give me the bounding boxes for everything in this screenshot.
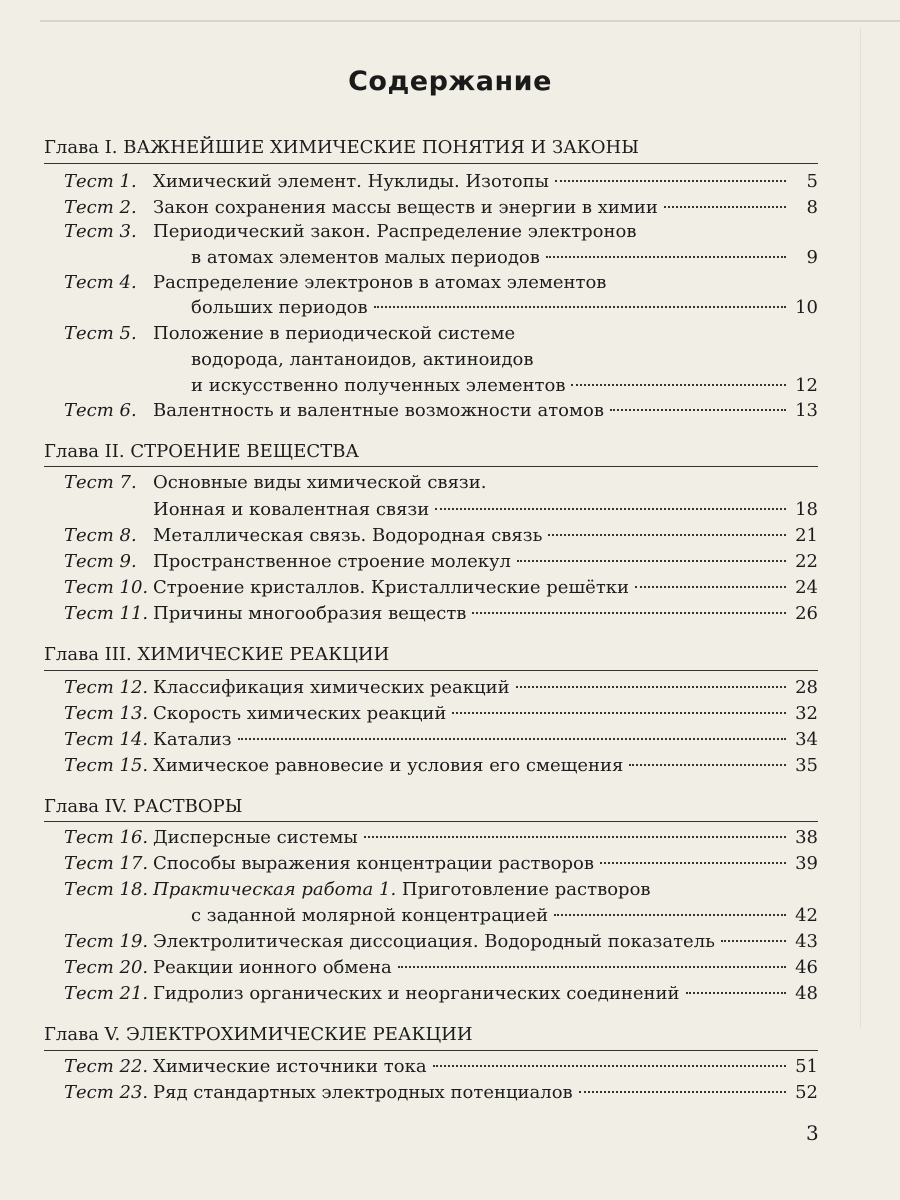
entry-title: Валентность и валентные возможности атомов [153, 400, 604, 421]
entry-title: Дисперсные системы [153, 827, 358, 848]
toc-entry-test-15[interactable] [44, 753, 818, 779]
toc-entry-test-20[interactable] [44, 955, 818, 981]
test-number: Тест 8. [64, 525, 137, 546]
page-ref: 48 [795, 983, 818, 1004]
test-number: Тест 14. [64, 729, 149, 750]
chapter-2-rule [44, 466, 818, 467]
toc-entry-test-6[interactable] [44, 398, 818, 424]
entry-title: Основные виды химической связи. [153, 472, 487, 493]
page-ref: 43 [795, 931, 818, 952]
toc-entry-test-4-cont[interactable] [44, 295, 818, 321]
chapter-5-rule [44, 1050, 818, 1051]
page-title: Содержание [348, 66, 552, 97]
test-number: Тест 7. [64, 472, 137, 493]
page-ref: 10 [795, 297, 818, 318]
entry-title: Периодический закон. Распределение электронов [153, 221, 637, 242]
entry-title: Химические источники тока [153, 1056, 427, 1077]
page-ref: 21 [795, 525, 818, 546]
entry-title: Химический элемент. Нуклиды. Изотопы [153, 171, 549, 192]
toc-entry-test-5[interactable] [44, 321, 818, 347]
page-number: 3 [806, 1121, 819, 1145]
entry-title: Причины многообразия веществ [153, 603, 467, 624]
dot-leader [517, 559, 786, 562]
entry-title-cont: и искусственно полученных элементов [191, 375, 566, 396]
toc-entry-test-8[interactable] [44, 523, 818, 549]
toc-entry-test-3-cont[interactable] [44, 245, 818, 271]
entry-title: Ряд стандартных электродных потенциалов [153, 1082, 573, 1103]
dot-leader [554, 913, 786, 916]
page-ref: 12 [795, 375, 818, 396]
page-ref: 52 [795, 1082, 818, 1103]
toc-entry-test-2[interactable] [44, 195, 818, 221]
dot-leader [600, 861, 786, 864]
dot-leader [635, 585, 786, 588]
dot-leader [686, 991, 786, 994]
dot-leader [435, 507, 786, 510]
entry-title-cont: водорода, лантаноидов, актиноидов [191, 349, 534, 370]
practical-work-label: Практическая работа 1. [153, 879, 397, 900]
page-ref: 34 [795, 729, 818, 750]
chapter-3-heading: Глава III. ХИМИЧЕСКИЕ РЕАКЦИИ [44, 644, 390, 665]
entry-title: Способы выражения концентрации растворов [153, 853, 594, 874]
test-number: Тест 17. [64, 853, 149, 874]
test-number: Тест 21. [64, 983, 149, 1004]
entry-title: Пространственное строение молекул [153, 551, 511, 572]
chapter-5-heading: Глава V. ЭЛЕКТРОХИМИЧЕСКИЕ РЕАКЦИИ [44, 1024, 473, 1045]
test-number: Тест 22. [64, 1056, 149, 1077]
page-ref: 13 [795, 400, 818, 421]
page-ref: 46 [795, 957, 818, 978]
toc-entry-test-14[interactable] [44, 727, 818, 753]
dot-leader [571, 383, 786, 386]
test-number: Тест 5. [64, 323, 137, 344]
toc-entry-test-18-cont[interactable] [44, 903, 818, 929]
page-ref: 26 [795, 603, 818, 624]
entry-title: Строение кристаллов. Кристаллические решётки [153, 577, 630, 598]
toc-entry-test-7[interactable] [44, 470, 818, 496]
toc-entry-test-4[interactable] [44, 270, 818, 296]
dot-leader [516, 685, 786, 688]
entry-title: Химическое равновесие и условия его смещения [153, 755, 624, 776]
page-ref: 39 [795, 853, 818, 874]
toc-entry-test-13[interactable] [44, 701, 818, 727]
entry-title: Классификация химических реакций [153, 677, 510, 698]
toc-entry-test-12[interactable] [44, 675, 818, 701]
entry-title: Положение в периодической системе [153, 323, 516, 344]
toc-entry-test-11[interactable] [44, 601, 818, 627]
dot-leader [555, 179, 786, 182]
entry-title: Приготовление растворов [396, 879, 651, 900]
entry-title: Гидролиз органических и неорганических соединений [153, 983, 680, 1004]
toc-entry-test-22[interactable] [44, 1054, 818, 1080]
test-number: Тест 15. [64, 755, 149, 776]
test-number: Тест 12. [64, 677, 149, 698]
test-number: Тест 20. [64, 957, 149, 978]
toc-entry-test-1[interactable] [44, 169, 818, 195]
page-ref: 9 [806, 247, 818, 268]
test-number: Тест 2. [64, 197, 137, 218]
page-ref: 51 [795, 1056, 818, 1077]
toc-entry-test-16[interactable] [44, 825, 818, 851]
entry-title: Скорость химических реакций [153, 703, 447, 724]
chapter-1-heading: Глава I. ВАЖНЕЙШИЕ ХИМИЧЕСКИЕ ПОНЯТИЯ И ЗАКОНЫ [44, 137, 639, 158]
entry-title: Катализ [153, 729, 232, 750]
page-ref: 42 [795, 905, 818, 926]
test-number: Тест 4. [64, 272, 137, 293]
toc-entry-test-5-cont2[interactable] [44, 373, 818, 399]
entry-title-cont: больших периодов [191, 297, 368, 318]
dot-leader [629, 763, 786, 766]
test-number: Тест 18. [64, 879, 149, 900]
test-number: Тест 3. [64, 221, 137, 242]
entry-title-cont: Ионная и ковалентная связи [153, 499, 430, 520]
test-number: Тест 10. [64, 577, 149, 598]
test-number: Тест 1. [64, 171, 137, 192]
chapter-3-rule [44, 670, 818, 671]
entry-title-cont: в атомах элементов малых периодов [191, 247, 540, 268]
toc-entry-test-23[interactable] [44, 1080, 818, 1106]
dot-leader [238, 737, 786, 740]
dot-leader [472, 611, 786, 614]
page-ref: 38 [795, 827, 818, 848]
page-ref: 5 [806, 171, 818, 192]
entry-title: Металлическая связь. Водородная связь [153, 525, 543, 546]
dot-leader [664, 205, 786, 208]
toc-entry-test-10[interactable] [44, 575, 818, 601]
chapter-2-heading: Глава II. СТРОЕНИЕ ВЕЩЕСТВА [44, 441, 360, 462]
page-ref: 18 [795, 499, 818, 520]
chapter-4-rule [44, 821, 818, 822]
dot-leader [452, 711, 786, 714]
test-number: Тест 11. [64, 603, 149, 624]
page-ref: 32 [795, 703, 818, 724]
toc-entry-test-19[interactable] [44, 929, 818, 955]
dot-leader [610, 408, 786, 411]
dot-leader [433, 1064, 786, 1067]
toc-entry-test-7-cont[interactable] [44, 497, 818, 523]
toc-entry-test-18[interactable] [44, 877, 818, 903]
test-number: Тест 19. [64, 931, 149, 952]
test-number: Тест 16. [64, 827, 149, 848]
bleed-through-edge [860, 28, 861, 1028]
toc-entry-test-3[interactable] [44, 219, 818, 245]
chapter-1-rule [44, 163, 818, 164]
page-ref: 35 [795, 755, 818, 776]
dot-leader [398, 965, 786, 968]
dot-leader [721, 939, 786, 942]
dot-leader [548, 533, 786, 536]
dot-leader [364, 835, 786, 838]
test-number: Тест 23. [64, 1082, 149, 1103]
dot-leader [546, 255, 786, 258]
toc-entry-test-9[interactable] [44, 549, 818, 575]
toc-entry-test-17[interactable] [44, 851, 818, 877]
entry-title: Закон сохранения массы веществ и энергии в химии [153, 197, 658, 218]
bleed-through-rule [40, 20, 900, 22]
page-ref: 8 [806, 197, 818, 218]
entry-title: Электролитическая диссоциация. Водородный показатель [153, 931, 715, 952]
page-ref: 24 [795, 577, 818, 598]
chapter-4-heading: Глава IV. РАСТВОРЫ [44, 796, 243, 817]
toc-entry-test-5-cont1 [44, 347, 818, 373]
test-number: Тест 13. [64, 703, 149, 724]
page-ref: 28 [795, 677, 818, 698]
dot-leader [374, 305, 786, 308]
dot-leader [579, 1090, 786, 1093]
toc-entry-test-21[interactable] [44, 981, 818, 1007]
entry-title: Распределение электронов в атомах элементов [153, 272, 607, 293]
entry-title-cont: с заданной молярной концентрацией [191, 905, 549, 926]
entry-title: Реакции ионного обмена [153, 957, 392, 978]
page-ref: 22 [795, 551, 818, 572]
test-number: Тест 9. [64, 551, 137, 572]
test-number: Тест 6. [64, 400, 137, 421]
